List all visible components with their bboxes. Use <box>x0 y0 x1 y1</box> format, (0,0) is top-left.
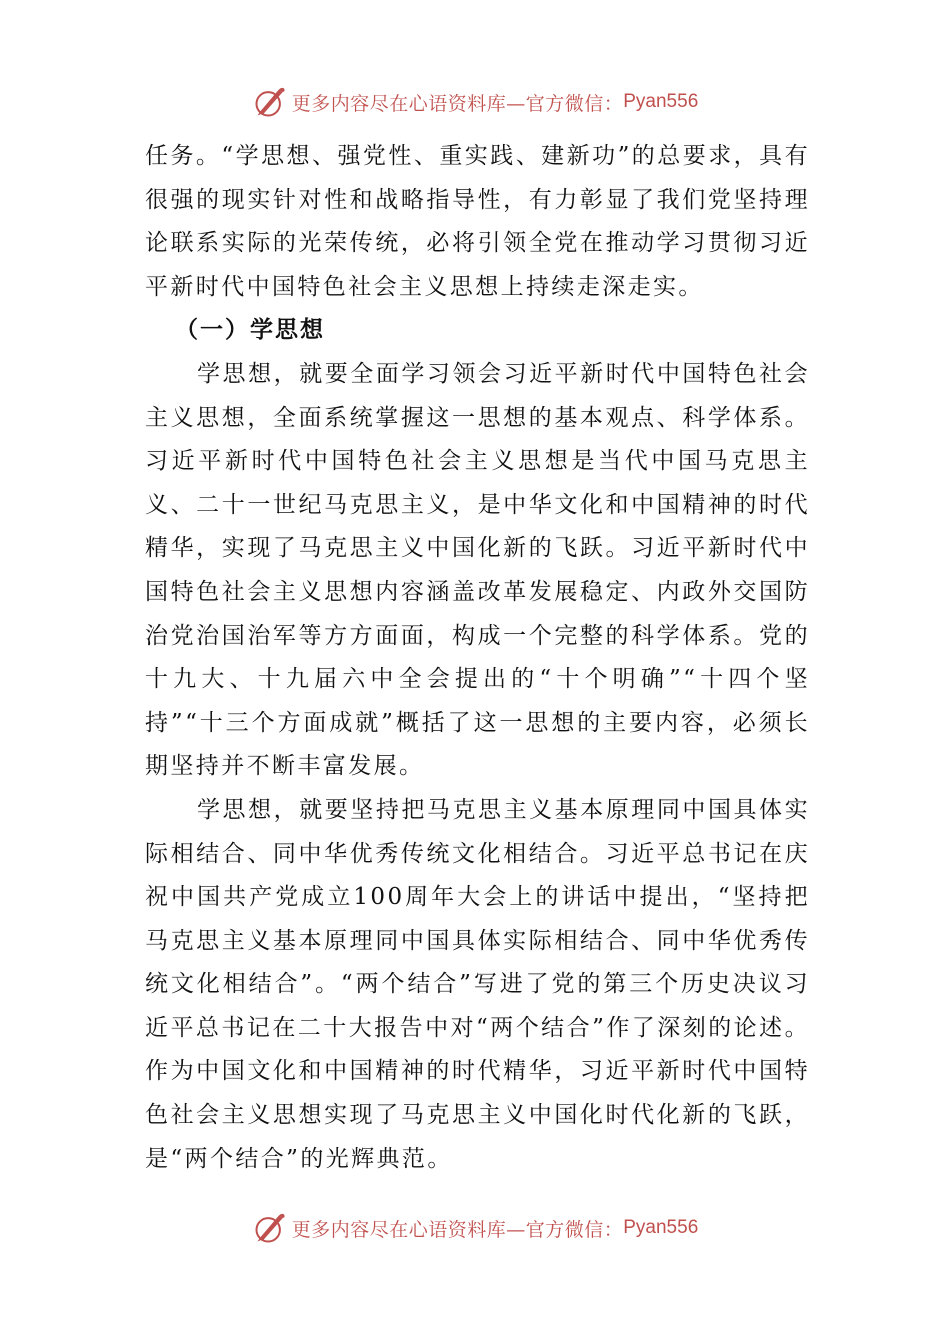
quill-pen-icon <box>252 1210 288 1246</box>
quill-pen-icon <box>252 84 288 120</box>
watermark-text: 更多内容尽在心语资料库—官方微信： <box>291 92 624 115</box>
watermark-text: 更多内容尽在心语资料库—官方微信： <box>291 1218 624 1241</box>
body-paragraph-2: 学思想，就要坚持把马克思主义基本原理同中国具体实际相结合、同中华优秀传统文化相结合。习近平总书记在庆祝中国共产党成立100周年大会上的讲话中提出，“坚持把马克思主义基本原理同中国具体实际相结合、同中华优秀传统文化相结合”。“两个结合”写进了党的第三个历史决议习近平总书记在二十大报告中对“两个结合”作了深刻的论述。作为中国文化和中国精神的时代精华，习近平新时代中国特色社会主义思想实现了马克思主义中国化时代化新的飞跃，是“两个结合”的光辉典范。 <box>145 796 810 1172</box>
watermark-handle: Pyan556 <box>623 91 699 112</box>
body-paragraph-1: 学思想，就要全面学习领会习近平新时代中国特色社会主义思想，全面系统掌握这一思想的基本观点、科学体系。习近平新时代中国特色社会主义思想是当代中国马克思主义、二十一世纪马克思主义，是中华文化和中国精神的时代精华，实现了马克思主义中国化新的飞跃。习近平新时代中国特色社会主义思想内容涵盖改革发展稳定、内政外交国防治党治国治军等方方面面，构成一个完整的科学体系。党的十九大、十九届六中全会提出的“十个明确”“十四个坚持”“十三个方面成就”概括了这一思想的主要内容，必须长期坚持并不断丰富发展。 <box>145 360 810 780</box>
watermark-handle: Pyan556 <box>623 1217 699 1238</box>
section-heading: （一）学思想 <box>175 317 325 344</box>
document-body <box>145 135 810 1181</box>
continuation-paragraph: 任务。“学思想、强党性、重实践、建新功”的总要求，具有很强的现实针对性和战略指导性，有力彰显了我们党坚持理论联系实际的光荣传统，必将引领全党在推动学习贯彻习近平新时代中国特色社会主义思想上持续走深走实。 <box>145 143 810 300</box>
header-watermark <box>0 82 950 122</box>
footer-watermark <box>0 1208 950 1248</box>
